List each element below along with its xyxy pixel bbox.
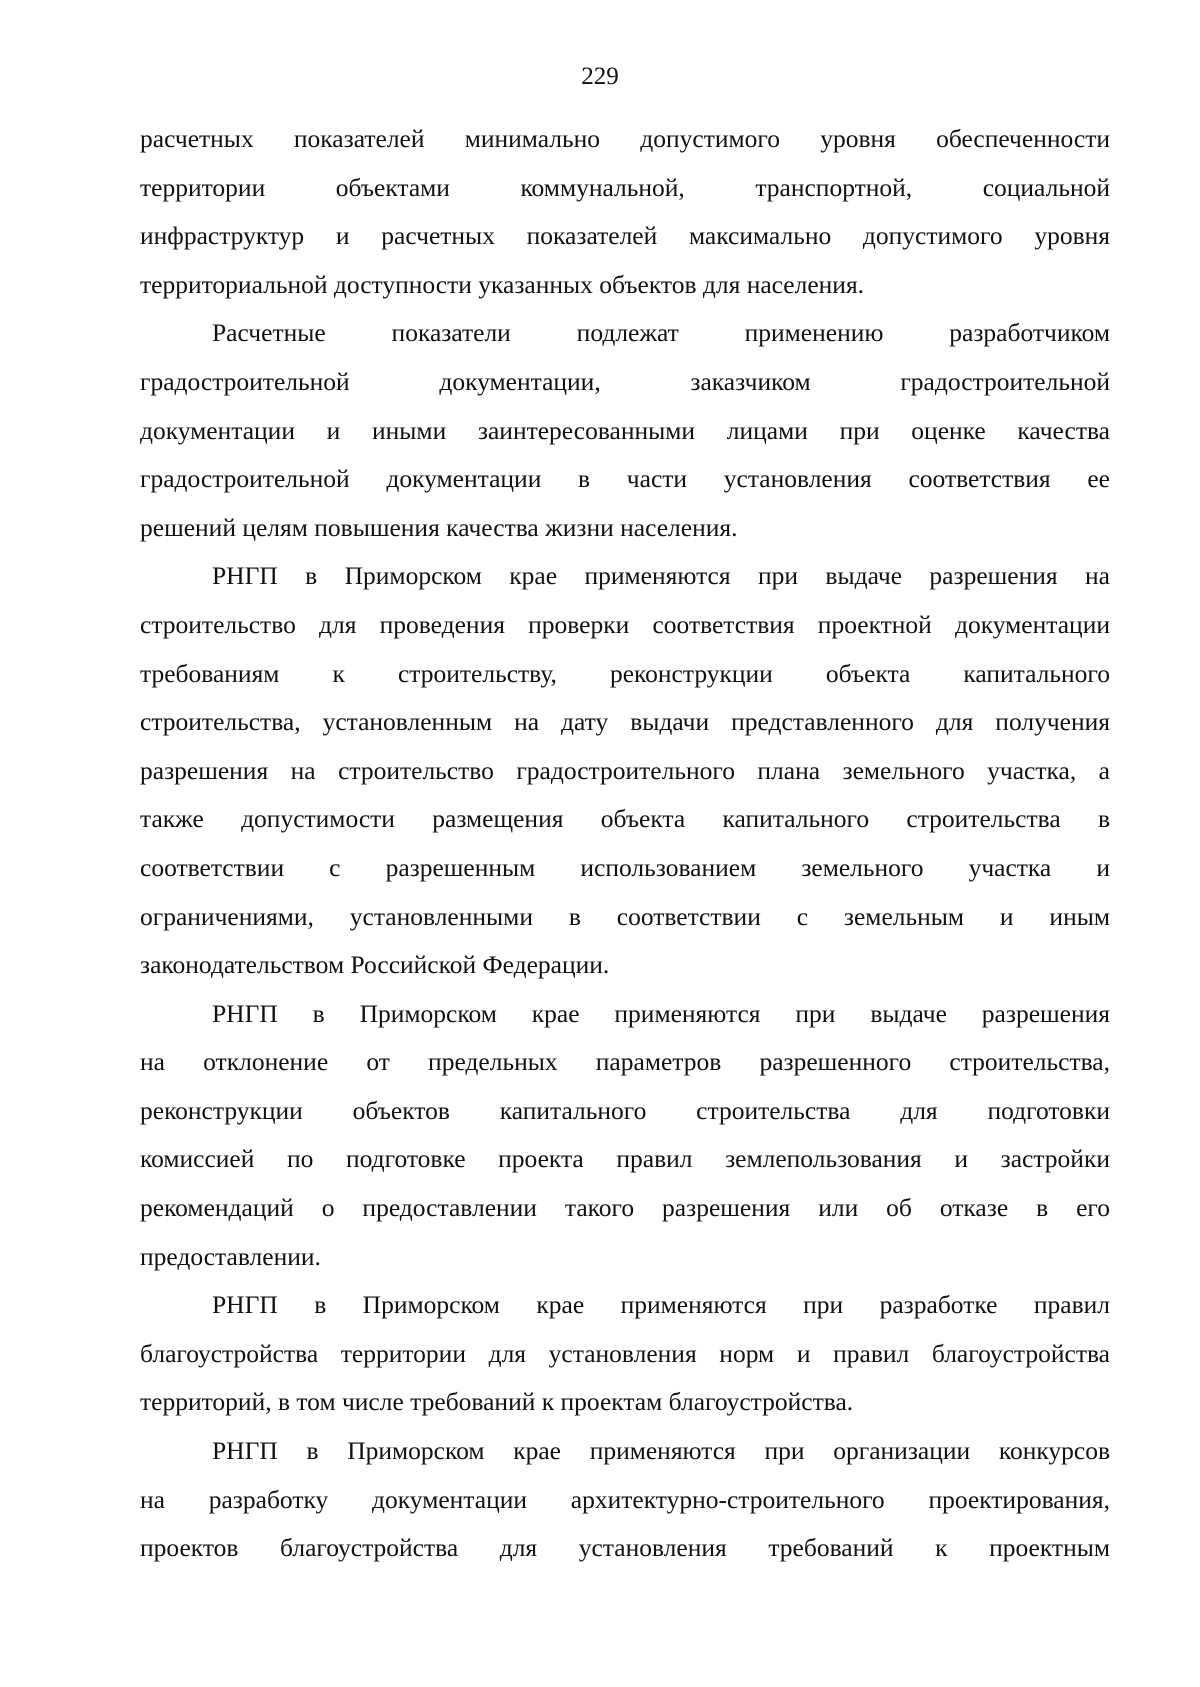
text-line: на разработку документации архитектурно-строительного проектирования, bbox=[140, 1484, 1110, 1514]
text-line: РНГП в Приморском крае применяются при выдаче разрешения на bbox=[212, 561, 1110, 591]
paragraph bbox=[140, 1427, 1110, 1573]
text-line: комиссией по подготовке проекта правил землепользования и застройки bbox=[140, 1144, 1110, 1174]
text-line: территориальной доступности указанных объектов для населения. bbox=[140, 269, 865, 299]
text-line: градостроительной документации, заказчиком градостроительной bbox=[140, 366, 1110, 396]
text-line: разрешения на строительство градостроительного плана земельного участка, а bbox=[140, 755, 1110, 785]
text-line: ограничениями, установленными в соответствии с земельным и иным bbox=[140, 901, 1110, 931]
text-line: законодательством Российской Федерации. bbox=[140, 950, 610, 980]
text-line: требованиям к строительству, реконструкции объекта капитального bbox=[140, 658, 1110, 688]
text-line: РНГП в Приморском крае применяются при разработке правил bbox=[212, 1290, 1110, 1320]
text-line: соответствии с разрешенным использованием земельного участка и bbox=[140, 852, 1110, 882]
paragraph bbox=[140, 1281, 1110, 1427]
paragraph bbox=[140, 115, 1110, 309]
text-line: благоустройства территории для установления норм и правил благоустройства bbox=[140, 1338, 1110, 1368]
text-line: предоставлении. bbox=[140, 1241, 321, 1271]
text-line: Расчетные показатели подлежат применению разработчиком bbox=[212, 318, 1110, 348]
text-line: решений целям повышения качества жизни населения. bbox=[140, 512, 738, 542]
text-line: территорий, в том числе требований к проектам благоустройства. bbox=[140, 1387, 854, 1417]
text-line: строительство для проведения проверки соответствия проектной документации bbox=[140, 609, 1110, 639]
text-line: рекомендаций о предоставлении такого разрешения или об отказе в его bbox=[140, 1193, 1110, 1223]
document-body bbox=[140, 115, 1110, 1573]
text-line: строительства, установленным на дату выдачи представленного для получения bbox=[140, 707, 1110, 737]
text-line: реконструкции объектов капитального строительства для подготовки bbox=[140, 1095, 1110, 1125]
text-line: расчетных показателей минимально допустимого уровня обеспеченности bbox=[140, 124, 1110, 153]
text-line: градостроительной документации в части установления соответствия ее bbox=[140, 464, 1110, 494]
text-line: РНГП в Приморском крае применяются при выдаче разрешения bbox=[212, 998, 1110, 1028]
text-line: также допустимости размещения объекта капитального строительства в bbox=[140, 804, 1110, 834]
text-line: инфраструктур и расчетных показателей максимально допустимого уровня bbox=[140, 221, 1110, 251]
paragraph bbox=[140, 309, 1110, 552]
paragraph bbox=[140, 990, 1110, 1282]
text-line: РНГП в Приморском крае применяются при организации конкурсов bbox=[212, 1436, 1110, 1466]
text-line: документации и иными заинтересованными лицами при оценке качества bbox=[140, 415, 1110, 445]
text-line: территории объектами коммунальной, транспортной, социальной bbox=[140, 172, 1110, 202]
paragraph bbox=[140, 552, 1110, 989]
text-line: проектов благоустройства для установления требований к проектным bbox=[140, 1533, 1110, 1563]
text-line: на отклонение от предельных параметров разрешенного строительства, bbox=[140, 1047, 1110, 1077]
page-number: 229 bbox=[581, 63, 619, 90]
